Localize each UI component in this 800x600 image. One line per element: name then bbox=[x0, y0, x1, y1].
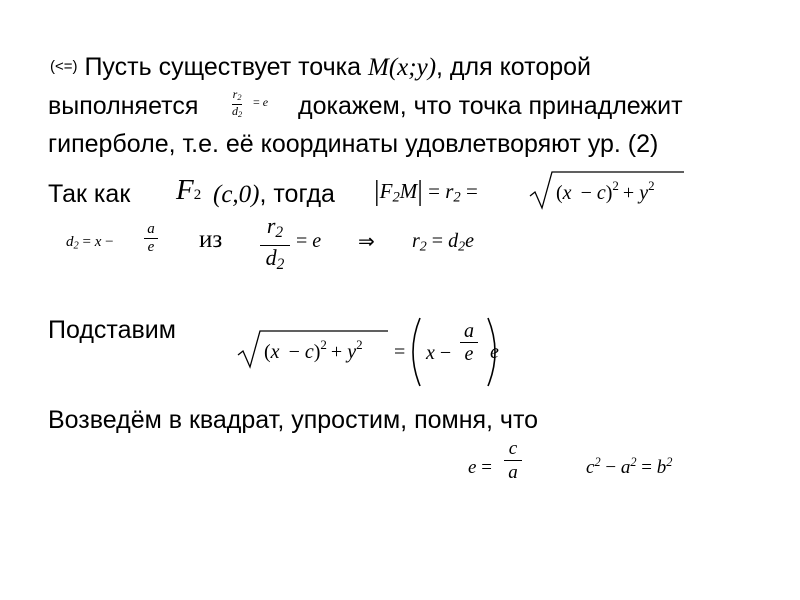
e-definition-lhs: e = bbox=[468, 457, 492, 478]
substitute-parentheses bbox=[404, 314, 504, 390]
small-ratio-denominator: $d_2$ bbox=[232, 104, 243, 120]
e-definition-fraction bbox=[504, 437, 522, 484]
substitute-fraction bbox=[460, 320, 478, 365]
e-definition-numerator: c bbox=[508, 438, 518, 459]
line-6-text: Подставим bbox=[48, 316, 176, 344]
svg-text:(x − c)2+ y2: $(x - c)^2 + y^2$ bbox=[264, 337, 363, 363]
line-1-text-b: , для которой bbox=[436, 53, 591, 81]
e-definition-denominator: a bbox=[508, 462, 518, 483]
d2-fraction bbox=[144, 221, 158, 256]
substitute-fraction-numerator: a bbox=[464, 320, 474, 342]
ratio-denominator: $d_2$ bbox=[265, 244, 285, 273]
line-3: гиперболе, т.е. её координаты удовлетворяют ур. (2) bbox=[48, 130, 659, 158]
substitute-equals: = bbox=[394, 341, 406, 363]
small-ratio-rhs: = e bbox=[253, 95, 269, 109]
ratio-fraction bbox=[260, 214, 290, 277]
hyperbola-identity: $c^2 - a^2 = b^2$ bbox=[586, 455, 673, 478]
focus-coords: (c,0) bbox=[213, 181, 260, 208]
d2-formula-lhs: $d_2 = x$ − bbox=[66, 234, 114, 252]
substitute-sqrt bbox=[236, 327, 396, 371]
line-1-text-a: Пусть существует точка bbox=[77, 53, 369, 81]
ratio-rhs: = e bbox=[296, 230, 322, 252]
line-4-text-a: Так как bbox=[48, 180, 131, 208]
focus-f2: F2 bbox=[176, 174, 202, 206]
substitute-tail: e bbox=[490, 341, 499, 363]
d2-fraction-denominator: e bbox=[147, 239, 155, 255]
substitute-paren-lhs: x − bbox=[426, 342, 452, 364]
small-ratio-numerator: $r_2$ bbox=[232, 87, 242, 103]
d2-fraction-numerator: a bbox=[147, 221, 155, 237]
point-m: M(x;y) bbox=[368, 54, 437, 81]
line-2-text-a: выполняется bbox=[48, 92, 199, 120]
line-4-text-b bbox=[213, 179, 335, 210]
ratio-numerator: $r_2$ bbox=[266, 213, 284, 241]
small-ratio-formula bbox=[232, 88, 242, 121]
implies-arrow: ⇒ bbox=[358, 229, 375, 253]
distance-formula: $|F_2M| = r_2$ = bbox=[374, 176, 478, 207]
line-1 bbox=[50, 52, 591, 83]
substitute-fraction-denominator: e bbox=[464, 343, 474, 365]
line-2-text-b: докажем, что точка принадлежит bbox=[298, 92, 683, 120]
line-7: Возведём в квадрат, упростим, помня, что bbox=[48, 406, 539, 434]
svg-text:(x − c)2+ y2: $(x - c)^2 + y^2$ bbox=[556, 178, 655, 204]
line-4-then: , тогда bbox=[259, 180, 335, 208]
converse-marker: (<=) bbox=[50, 58, 78, 75]
distance-sqrt bbox=[528, 168, 688, 212]
word-iz: из bbox=[199, 226, 223, 253]
r2-result: $r_2 = d_2e$ bbox=[412, 230, 474, 255]
